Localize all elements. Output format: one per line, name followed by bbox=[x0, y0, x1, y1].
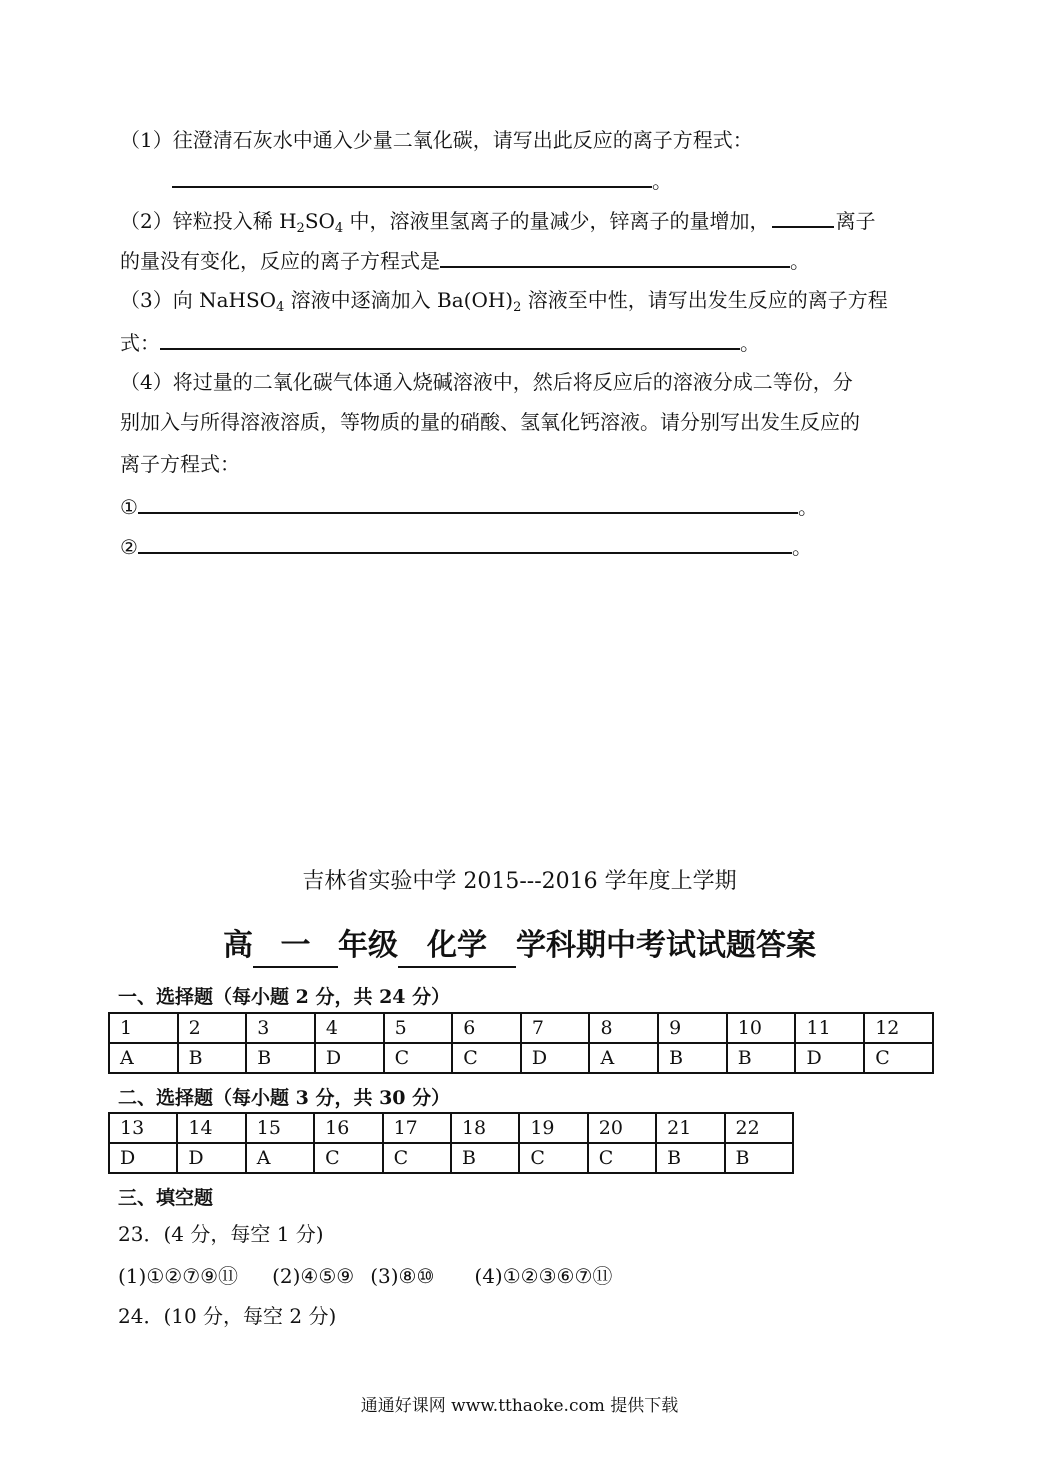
table-cell: 18 bbox=[451, 1113, 519, 1143]
answer-part-2: (2)④⑤⑨ bbox=[272, 1264, 355, 1288]
period: 。 bbox=[791, 535, 812, 559]
answer-blank bbox=[138, 492, 798, 514]
question-4-line-2: 别加入与所得溶液溶质，等物质的量的硝酸、氢氧化钙溶液。请分别写出发生反应的 bbox=[120, 410, 860, 434]
ion-blank bbox=[772, 206, 834, 228]
table-cell: B bbox=[727, 1043, 796, 1073]
subscript: 2 bbox=[513, 300, 522, 315]
table-cell: D bbox=[177, 1143, 245, 1173]
q2-text-b: 中，溶液里氢离子的量减少，锌离子的量增加， bbox=[343, 209, 770, 233]
table-cell: 15 bbox=[246, 1113, 314, 1143]
table-cell: 19 bbox=[519, 1113, 587, 1143]
table-cell: A bbox=[246, 1143, 314, 1173]
answer-key-title: 吉林省实验中学 2015---2016 学年度上学期 bbox=[302, 869, 737, 894]
table-row-answers bbox=[109, 1143, 793, 1173]
table-cell: 13 bbox=[109, 1113, 177, 1143]
answer-table-2 bbox=[108, 1112, 794, 1174]
question-23-heading: 23．(4 分，每空 1 分) bbox=[118, 1222, 324, 1246]
answer-table-1 bbox=[108, 1012, 934, 1074]
table-cell: B bbox=[725, 1143, 793, 1173]
answer-part-1: (1)①②⑦⑨⑪ bbox=[118, 1264, 239, 1288]
subscript: 4 bbox=[334, 221, 344, 236]
period: 。 bbox=[652, 169, 672, 193]
table-cell: 17 bbox=[383, 1113, 451, 1143]
period: 。 bbox=[740, 331, 760, 355]
table-cell: 4 bbox=[315, 1013, 384, 1043]
q2-text-line2: 的量没有变化，反应的离子方程式是 bbox=[120, 249, 440, 273]
question-4-line-1: （4）将过量的二氧化碳气体通入烧碱溶液中，然后将反应后的溶液分成二等份，分 bbox=[120, 370, 853, 394]
table-cell: 10 bbox=[727, 1013, 796, 1043]
question-3-line-2 bbox=[120, 328, 760, 357]
table-cell: 14 bbox=[177, 1113, 245, 1143]
table-cell: A bbox=[589, 1043, 658, 1073]
title-part-grade-prefix: 高 bbox=[223, 928, 253, 963]
title-subject-value: 化学 bbox=[398, 926, 516, 968]
question-3-line-1 bbox=[120, 286, 888, 322]
title-grade-value: 一 bbox=[253, 926, 338, 968]
table-cell: C bbox=[314, 1143, 382, 1173]
q3-text-b: 溶液中逐滴加入 Ba(OH) bbox=[284, 288, 514, 312]
answer-blank bbox=[172, 166, 652, 188]
table-cell: D bbox=[521, 1043, 590, 1073]
title-part-grade: 年级 bbox=[338, 928, 398, 963]
question-2-line-1 bbox=[120, 206, 876, 243]
table-cell: 5 bbox=[384, 1013, 453, 1043]
table-cell: 7 bbox=[521, 1013, 590, 1043]
table-cell: 8 bbox=[589, 1013, 658, 1043]
question-4-line-3: 离子方程式： bbox=[120, 452, 240, 476]
circled-number: ② bbox=[120, 535, 138, 559]
q2-text-c: 离子 bbox=[835, 209, 876, 233]
table-cell: 2 bbox=[178, 1013, 247, 1043]
table-cell: B bbox=[178, 1043, 247, 1073]
answer-key-subtitle bbox=[0, 926, 1039, 968]
answer-blank bbox=[160, 328, 740, 350]
circled-number: ① bbox=[120, 495, 138, 519]
table-cell: C bbox=[519, 1143, 587, 1173]
table-cell: 9 bbox=[658, 1013, 727, 1043]
q2-formula: SO bbox=[304, 209, 335, 233]
table-cell: C bbox=[452, 1043, 521, 1073]
table-cell: B bbox=[658, 1043, 727, 1073]
question-23-answers bbox=[118, 1262, 612, 1290]
answer-blank bbox=[440, 246, 790, 268]
question-1-text: （1）往澄清石灰水中通入少量二氧化碳，请写出此反应的离子方程式： bbox=[120, 128, 753, 152]
table-cell: 12 bbox=[864, 1013, 933, 1043]
section-3-heading: 三、填空题 bbox=[118, 1187, 214, 1209]
answer-part-3: (3)⑧⑩ bbox=[370, 1264, 435, 1288]
period: 。 bbox=[790, 249, 810, 273]
table-row-answers bbox=[109, 1043, 933, 1073]
section-2-heading: 二、选择题（每小题 3 分，共 30 分） bbox=[118, 1087, 451, 1109]
question-1-answer-line bbox=[172, 166, 672, 195]
question-4-item-1 bbox=[120, 492, 818, 521]
table-cell: C bbox=[588, 1143, 656, 1173]
question-2-line-2 bbox=[120, 246, 810, 275]
table-cell: A bbox=[109, 1043, 178, 1073]
table-cell: D bbox=[795, 1043, 864, 1073]
table-cell: B bbox=[656, 1143, 724, 1173]
answer-blank bbox=[138, 532, 792, 554]
table-cell: 3 bbox=[246, 1013, 315, 1043]
q3-text-line2: 式： bbox=[120, 331, 160, 355]
table-row-numbers bbox=[109, 1113, 793, 1143]
footer-credit: 通通好课网 www.tthaoke.com 提供下载 bbox=[360, 1396, 679, 1416]
table-cell: C bbox=[383, 1143, 451, 1173]
title-part-rest: 学科期中考试试题答案 bbox=[516, 928, 816, 963]
question-4-item-2 bbox=[120, 532, 812, 561]
table-cell: D bbox=[109, 1143, 177, 1173]
table-cell: 16 bbox=[314, 1113, 382, 1143]
answer-part-4: (4)①②③⑥⑦⑪ bbox=[474, 1264, 613, 1288]
table-row-numbers bbox=[109, 1013, 933, 1043]
subscript: 4 bbox=[276, 300, 285, 315]
table-cell: 20 bbox=[588, 1113, 656, 1143]
q2-text-a: （2）锌粒投入稀 H bbox=[120, 209, 297, 233]
table-cell: D bbox=[315, 1043, 384, 1073]
question-24-heading: 24．(10 分，每空 2 分) bbox=[118, 1304, 337, 1328]
table-cell: B bbox=[246, 1043, 315, 1073]
table-cell: 1 bbox=[109, 1013, 178, 1043]
section-1-heading: 一、选择题（每小题 2 分，共 24 分） bbox=[118, 986, 451, 1008]
table-cell: 22 bbox=[725, 1113, 793, 1143]
table-cell: 11 bbox=[795, 1013, 864, 1043]
q3-text-c: 溶液至中性，请写出发生反应的离子方程 bbox=[521, 288, 888, 312]
subscript: 2 bbox=[296, 221, 305, 236]
period: 。 bbox=[797, 495, 818, 519]
table-cell: B bbox=[451, 1143, 519, 1173]
table-cell: 21 bbox=[656, 1113, 724, 1143]
table-cell: C bbox=[864, 1043, 933, 1073]
table-cell: C bbox=[384, 1043, 453, 1073]
q3-text-a: （3）向 NaHSO bbox=[120, 288, 277, 312]
table-cell: 6 bbox=[452, 1013, 521, 1043]
